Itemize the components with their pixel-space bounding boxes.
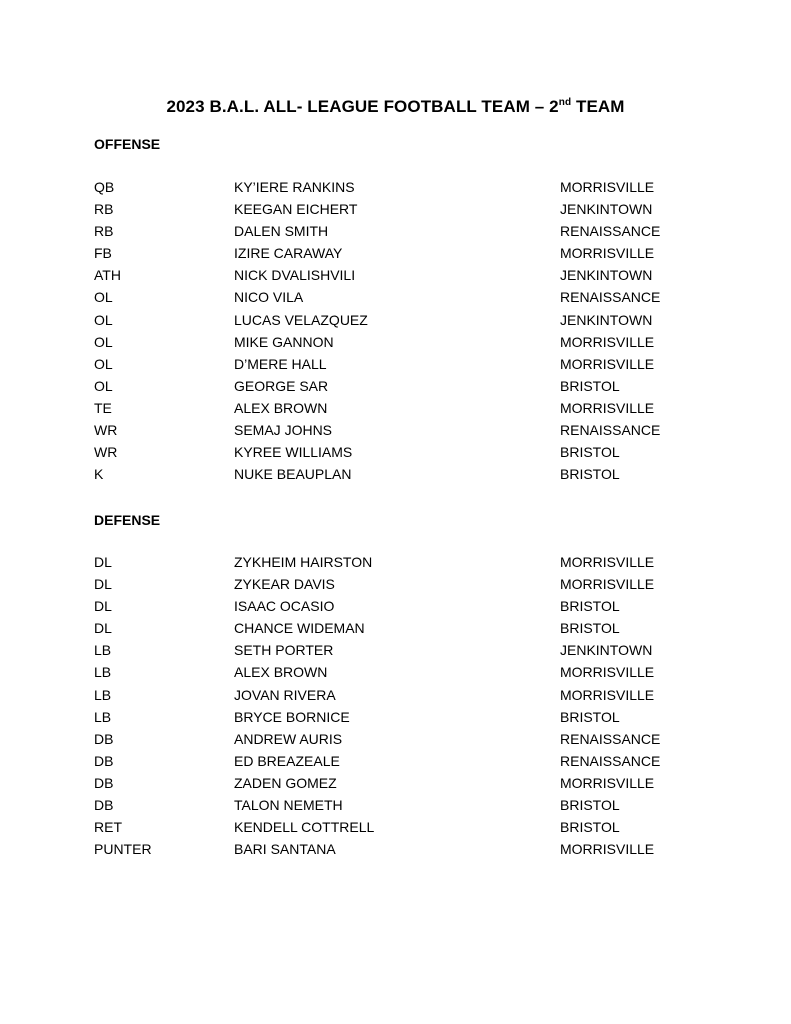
player-name: MIKE GANNON [234,333,334,350]
player-school: BRISTOL [560,819,620,836]
player-name: KENDELL COTTRELL [234,819,375,836]
player-school: MORRISVILLE [560,355,655,372]
player-position: LB [94,708,112,725]
player-school: BRISTOL [560,466,620,483]
offense-player-row [94,220,714,242]
player-name: ANDREW AURIS [234,730,343,747]
player-position: OL [94,289,113,306]
offense-player-row [94,264,714,286]
title-main: 2023 B.A.L. ALL- LEAGUE FOOTBALL TEAM – 2 [166,97,559,116]
player-name: KYREE WILLIAMS [234,444,353,461]
defense-player-row [94,617,714,639]
player-position: TE [94,399,112,416]
defense-player-row [94,684,714,706]
player-position: DL [94,576,112,593]
player-name: KY’IERE RANKINS [234,179,355,195]
defense-player-row [94,573,714,595]
player-name: ALEX BROWN [234,664,328,681]
player-name: CHANCE WIDEMAN [234,620,365,637]
player-school: JENKINTOWN [560,267,653,284]
defense-player-row [94,639,714,661]
player-school: JENKINTOWN [560,311,653,328]
player-position: FB [94,245,112,262]
player-school: RENAISSANCE [560,730,661,747]
player-position: LB [94,686,112,703]
defense-player-row [94,706,714,728]
offense-roster [94,176,714,485]
offense-player-row [94,309,714,331]
player-position: DB [94,774,114,791]
player-school: BRISTOL [560,620,620,637]
player-position: RB [94,201,114,218]
offense-player-row [94,375,714,397]
player-name: TALON NEMETH [234,797,343,814]
player-school: RENAISSANCE [560,422,661,439]
player-school: BRISTOL [560,444,620,461]
player-school: MORRISVILLE [560,333,655,350]
player-position: RET [94,819,122,836]
offense-player-row [94,198,714,220]
offense-player-row [94,463,714,485]
player-position: ATH [94,267,121,284]
defense-player-row [94,794,714,816]
player-name: ZADEN GOMEZ [234,774,337,791]
player-school: RENAISSANCE [560,752,661,769]
player-name: SETH PORTER [234,642,334,659]
defense-player-row [94,728,714,750]
player-position: OL [94,355,113,372]
player-name: SEMAJ JOHNS [234,422,333,439]
player-position: DL [94,598,112,615]
defense-player-row [94,772,714,794]
player-school: RENAISSANCE [560,223,661,240]
player-school: MORRISVILLE [560,774,655,791]
title-ordinal-suffix: nd [558,97,572,108]
player-name: ZYKHEIM HAIRSTON [234,554,373,570]
player-name: IZIRE CARAWAY [234,245,343,262]
player-school: JENKINTOWN [560,642,653,659]
player-school: BRISTOL [560,797,620,814]
player-position: DL [94,554,112,570]
player-name: ALEX BROWN [234,399,328,416]
player-name: DALEN SMITH [234,223,329,240]
player-school: MORRISVILLE [560,245,655,262]
page-title [0,96,791,118]
offense-player-row [94,176,714,198]
player-position: RB [94,223,114,240]
defense-player-row [94,838,714,860]
offense-player-row [94,441,714,463]
offense-player-row [94,242,714,264]
offense-player-row [94,286,714,308]
player-school: MORRISVILLE [560,576,655,593]
defense-player-row [94,750,714,772]
player-position: OL [94,311,113,328]
player-name: NICK DVALISHVILI [234,267,356,284]
player-position: K [94,466,104,483]
player-school: MORRISVILLE [560,179,655,195]
player-position: DB [94,797,114,814]
player-name: NICO VILA [234,289,304,306]
player-school: RENAISSANCE [560,289,661,306]
player-name: D’MERE HALL [234,355,327,372]
defense-player-row [94,595,714,617]
player-position: DB [94,730,114,747]
player-position: PUNTER [94,841,152,858]
defense-player-row [94,551,714,573]
player-name: ED BREAZEALE [234,752,340,769]
player-position: WR [94,422,118,439]
player-name: BRYCE BORNICE [234,708,350,725]
player-position: OL [94,333,113,350]
player-name: NUKE BEAUPLAN [234,466,352,483]
player-name: ISAAC OCASIO [234,598,335,615]
defense-heading: DEFENSE [94,512,161,528]
defense-roster [94,551,714,860]
player-name: BARI SANTANA [234,841,336,858]
player-school: MORRISVILLE [560,841,655,858]
player-school: BRISTOL [560,377,620,394]
player-school: BRISTOL [560,708,620,725]
player-school: MORRISVILLE [560,554,655,570]
player-school: MORRISVILLE [560,686,655,703]
player-name: GEORGE SAR [234,377,329,394]
player-position: OL [94,377,113,394]
offense-player-row [94,331,714,353]
player-position: DB [94,752,114,769]
player-name: ZYKEAR DAVIS [234,576,335,593]
offense-player-row [94,419,714,441]
player-name: LUCAS VELAZQUEZ [234,311,368,328]
player-school: MORRISVILLE [560,399,655,416]
defense-player-row [94,816,714,838]
player-name: JOVAN RIVERA [234,686,336,703]
player-position: WR [94,444,118,461]
player-position: LB [94,664,112,681]
player-school: MORRISVILLE [560,664,655,681]
offense-player-row [94,397,714,419]
player-school: JENKINTOWN [560,201,653,218]
offense-heading: OFFENSE [94,136,161,152]
player-school: BRISTOL [560,598,620,615]
title-end: TEAM [571,97,625,116]
offense-player-row [94,353,714,375]
defense-player-row [94,661,714,683]
player-name: KEEGAN EICHERT [234,201,358,218]
player-position: QB [94,179,115,195]
player-position: LB [94,642,112,659]
player-position: DL [94,620,112,637]
